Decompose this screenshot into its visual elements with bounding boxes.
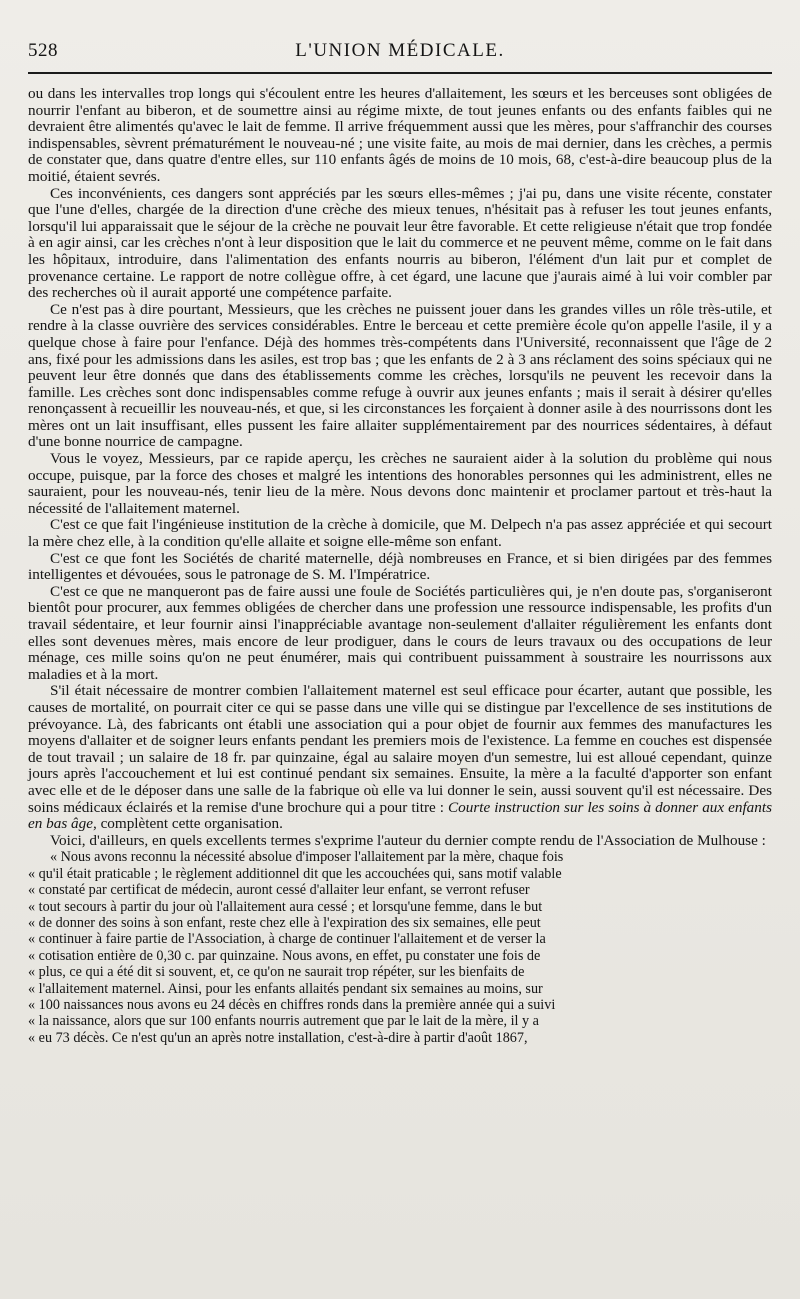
brochure-title: Courte instruction sur les soins à donner aux enfants en bas âge <box>28 798 772 833</box>
paragraph: Voici, d'ailleurs, en quels excellents termes s'exprime l'auteur du dernier compte rendu de l'Association de Mulhouse : <box>50 831 766 849</box>
paragraph: C'est ce que fait l'ingénieuse institution de la crèche à domicile, que M. Delpech n'a pas assez appréciée et qui secourt la mère chez elle, à la condition qu'elle allaite et soigne elle-même son enfant. <box>28 516 772 551</box>
quote-line: « Nous avons reconnu la nécessité absolue d'imposer l'allaitement par la mère, chaque fois <box>50 849 564 866</box>
page-header <box>28 40 772 72</box>
paragraph-text: S'il était nécessaire de montrer combien l'allaitement maternel est seul efficace pour écarter, autant que possible, les causes de mortalité, on pourrait citer ce qui se passe dans une ville qui se distingue par l'excellence de ses institutions de prévoyance. Là, des fabricants ont établi une association qui a pour objet de fournir aux femmes des manufactures les moyens d'allaiter et de soigner leurs enfants pendant les premiers mois de l'existence. La femme en couches est dispensée de tout travail ; un salaire de 18 fr. par quinzaine, égal au salaire moyen d'un semestre, lui est alloué cependant, quinze jours après l'accouchement et lui est continué pendant six semaines. Ensuite, la mère a la faculté d'apporter son enfant avec elle et de le déposer dans une salle de la fabrique où elle va lui donner le sein, aussi souvent qu'il est nécessaire. Des soins médicaux éclairés et la remise d'une brochure qui a pour titre : <box>28 682 772 816</box>
paragraph: ou dans les intervalles trop longs qui s'écoulent entre les heures d'allaitement, les sœurs et les berceuses sont obligées de nourrir l'enfant au biberon, et de soumettre ainsi au régime mixte, de tout jeunes enfants ou des enfants faibles qui ne devraient être alimentés qu'avec le lait de femme. Il arrive fréquemment aussi que les mères, pour s'affranchir des courses indispensables, sèvrent prématurément le nouveau-né ; une visite faite, au mois de mai dernier, dans les crèches, a permis de constater que, dans quatre d'entre elles, sur 110 enfants âgés de moins de 10 mois, 68, c'est-à-dire beaucoup plus de la moitié, étaient sevrés. <box>28 85 772 185</box>
quote-line: « la naissance, alors que sur 100 enfants nourris autrement que par le lait de la mère, il y a <box>28 1013 539 1030</box>
quote-line: « de donner des soins à son enfant, reste chez elle à l'expiration des six semaines, elle peut <box>28 914 541 931</box>
quote-line: « tout secours à partir du jour où l'allaitement aura cessé ; et lorsqu'une femme, dans le but <box>28 898 543 915</box>
paragraph-tail: , complètent cette organisation. <box>92 815 283 833</box>
quote-line: « eu 73 décès. Ce n'est qu'un an après notre installation, c'est-à-dire à partir d'août 1867, <box>28 1029 528 1046</box>
paragraph: Ces inconvénients, ces dangers sont appréciés par les sœurs elles-mêmes ; j'ai pu, dans une visite récente, constater que l'une d'elles, chargée de la direction d'une crèche des mieux tenues, n'hésitait pas à refuser les tout jeunes enfants, lorsqu'il lui apparaissait que le séjour de la crèche ne pouvait leur être favorable. Et cette religieuse n'était que trop fondée à en agir ainsi, car les crèches n'ont à leur disposition que le lait du commerce et ne peuvent même, comme on le fait dans les hôpitaux, introduire, dans l'alimentation des enfants nourris au biberon, l'élément d'un lait pur et complet de provenance certaine. Le rapport de notre collègue offre, à cet égard, une lacune que j'aurais aimé à lui voir combler par des recherches où il aurait apporté une compétence parfaite. <box>28 184 772 302</box>
running-title: L'UNION MÉDICALE. <box>295 40 505 61</box>
paragraph-with-brochure <box>28 683 772 832</box>
paragraph: C'est ce que font les Sociétés de charité maternelle, déjà nombreuses en France, et si bien dirigées par des femmes intelligentes et dévouées, sous le patronage de S. M. l'Impératrice. <box>28 549 772 584</box>
quote-line: « constaté par certificat de médecin, auront cessé d'allaiter leur enfant, se verront refuser <box>28 882 530 899</box>
paragraph: Ce n'est pas à dire pourtant, Messieurs, que les crèches ne puissent jouer dans les grandes villes un rôle très-utile, et rendre à la classe ouvrière des services considérables. Entre le berceau et cette première école qu'on appelle l'asile, il y a quelque chose à faire pour l'enfance. Déjà des hommes très-compétents dans l'Université, reconnaissent que l'âge de 2 ans, fixé pour les admissions dans les asiles, est trop bas ; que les enfants de 2 à 3 ans réclament des soins spéciaux qui ne peuvent leur être donnés que dans des établissements comme les crèches, lorsqu'ils ne peuvent les recevoir dans la famille. Les crèches sont donc indispensables comme refuge à ouvrir aux jeunes enfants ; mais il serait à désirer qu'elles renonçassent à recueillir les nouveau-nés, et que, si les circonstances les forçaient à donner asile à des nourrissons dont les mères ont un lait insuffisant, elles pussent les faire allaiter supplémentairement par des nourrices sédentaires, à défaut d'une bonne nourrice de campagne. <box>28 300 772 451</box>
paragraph: C'est ce que ne manqueront pas de faire aussi une foule de Sociétés particulières qui, je n'en doute pas, s'organiseront bientôt pour procurer, aux femmes obligées de chercher dans une profession une ressource indispensable, les profits d'un travail sédentaire, et leur fournir ainsi l'inappréciable avantage non-seulement d'allaiter régulièrement les enfants dont elles sont devenues mères, mais encore de leur prodiguer, dans le cours de leurs travaux ou des occupations de leur ménage, ces mille soins qu'on ne peut énumérer, mais qui contribuent puissamment à soustraire les nourrissons aux maladies et à la mort. <box>28 582 772 683</box>
quote-line: « continuer à faire partie de l'Association, à charge de continuer l'allaitement et de verser la <box>28 931 546 948</box>
body-text <box>28 86 772 1046</box>
block-quote <box>28 849 772 1046</box>
header-rule <box>28 72 772 74</box>
page-number: 528 <box>28 40 58 61</box>
paragraph: Vous le voyez, Messieurs, par ce rapide aperçu, les crèches ne sauraient aider à la solution du problème qui nous occupe, puisque, par la force des choses et malgré les intentions des honorables personnes qui les administrent, elles ne sauraient, pour les nouveau-nés, tenir lieu de la mère. Nous devons donc maintenir et proclamer partout et très-haut la nécessité de l'allaitement maternel. <box>28 450 772 517</box>
quote-line: « qu'il était praticable ; le règlement additionnel dit que les accouchées qui, sans motif valable <box>28 865 562 882</box>
quote-line: « 100 naissances nous avons eu 24 décès en chiffres ronds dans la première année qui a suivi <box>28 996 556 1013</box>
quote-line: « plus, ce qui a été dit si souvent, et, ce qu'on ne saurait trop répéter, sur les bienfaits de <box>28 964 525 981</box>
quote-line: « cotisation entière de 0,30 c. par quinzaine. Nous avons, en effet, pu constater une fois de <box>28 947 541 964</box>
quote-line: « l'allaitement maternel. Ainsi, pour les enfants allaités pendant six semaines au moins, sur <box>28 980 543 997</box>
